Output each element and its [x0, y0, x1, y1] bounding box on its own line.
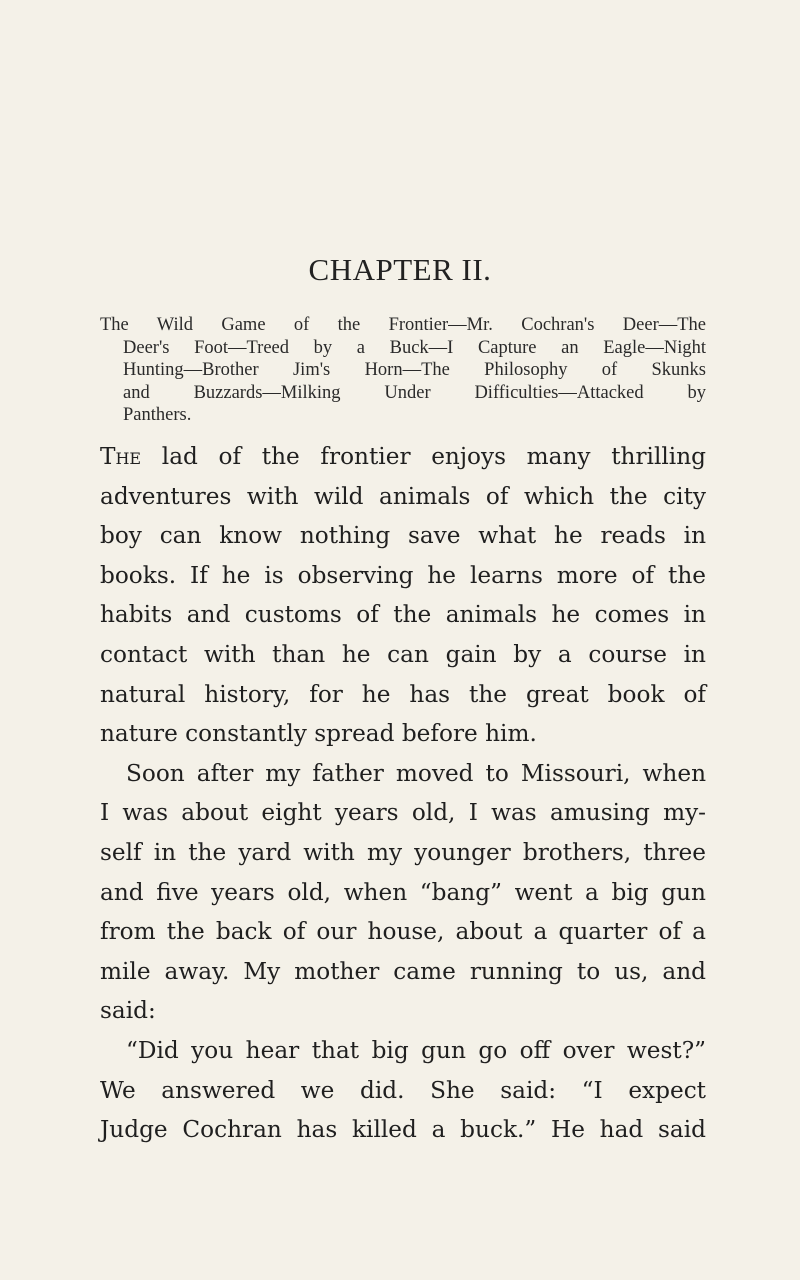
synopsis-line: and Buzzards—Milking Under Difficulties—Attacked by	[123, 382, 706, 403]
body-line: I was about eight years old, I was amusing my-	[100, 799, 706, 827]
body-line: Judge Cochran has killed a buck.” He had said	[100, 1116, 706, 1144]
opening-word: The	[100, 443, 142, 470]
synopsis-line: Hunting—Brother Jim's Horn—The Philosophy of Skunks	[123, 360, 706, 380]
body-line-text: lad of the frontier enjoys many thrilling	[141, 443, 706, 470]
body-line: natural history, for he has the great book of	[100, 680, 706, 708]
body-line: We answered we did. She said: “I expect	[100, 1076, 706, 1104]
body-line: boy can know nothing save what he reads in	[100, 522, 706, 550]
chapter-body	[100, 437, 706, 1150]
body-line: self in the yard with my younger brothers, three	[100, 838, 706, 866]
body-line: books. If he is observing he learns more of the	[100, 561, 706, 589]
synopsis-line: Panthers.	[123, 405, 192, 425]
body-line: Soon after my father moved to Missouri, when	[126, 759, 706, 787]
body-line: contact with than he can gain by a course in	[100, 640, 706, 668]
body-line	[100, 437, 706, 477]
chapter-synopsis	[100, 314, 706, 427]
body-line: nature constantly spread before him.	[100, 720, 537, 748]
body-line: from the back of our house, about a quarter of a	[100, 918, 706, 946]
body-line: “Did you hear that big gun go off over west?”	[126, 1036, 706, 1064]
body-line: adventures with wild animals of which the city	[100, 482, 706, 510]
body-line: and five years old, when “bang” went a big gun	[100, 878, 706, 906]
synopsis-line: Deer's Foot—Treed by a Buck—I Capture an Eagle—Night	[123, 337, 706, 358]
body-line: mile away. My mother came running to us, and	[100, 957, 706, 985]
body-line: said:	[100, 997, 156, 1025]
body-line: habits and customs of the animals he comes in	[100, 601, 706, 629]
synopsis-line: The Wild Game of the Frontier—Mr. Cochran's Deer—The	[100, 315, 706, 335]
chapter-title: CHAPTER II.	[308, 252, 492, 287]
